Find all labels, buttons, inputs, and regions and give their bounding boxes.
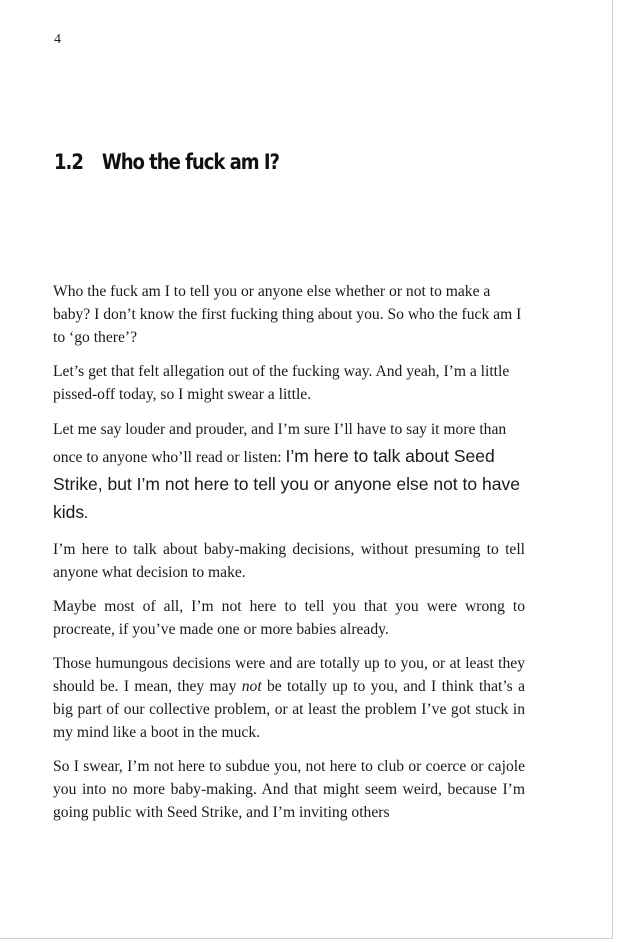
body-text xyxy=(53,280,525,835)
paragraph-6-before: Those humungous decisions were and are totally up to you, or at least they should be. I mean, they may xyxy=(53,655,525,695)
paragraph-3-lead: Let me say louder and prouder, and I’m sure I’ll have to say it more than once to anyone who’ll read or listen: xyxy=(53,421,507,466)
paragraph-2: Let’s get that felt allegation out of the fucking way. And yeah, I’m a little pissed-off today, so I might swear a little. xyxy=(53,363,510,403)
section-heading xyxy=(54,150,279,174)
paragraph-3-end: . xyxy=(84,505,89,522)
paragraph-6 xyxy=(53,652,525,744)
paragraph-3-emphasis: I’m here to talk about Seed Strike, but I’m not here to tell you or anyone else not to have kids xyxy=(53,446,520,522)
paragraph-6-italic: not xyxy=(241,678,262,695)
paragraph-3 xyxy=(53,417,525,527)
paragraph-1: Who the fuck am I to tell you or anyone else whether or not to make a baby? I don’t know the first fucking thing about you. So who the fuck am I to ‘go there’? xyxy=(53,283,522,346)
section-number: 1.2 xyxy=(54,150,83,174)
paragraph-7: So I swear, I’m not here to subdue you, not here to club or coerce or cajole you into no more baby-making. And that might seem weird, because I’m going public with Seed Strike, and I’m inviting others xyxy=(53,758,525,821)
paragraph-6-after: be totally up to you, and I think that’s a big part of our collective problem, or at least the problem I’ve got stuck in my mind like a boot in the muck. xyxy=(53,678,525,741)
page-number: 4 xyxy=(54,32,61,47)
paragraph-4: I’m here to talk about baby-making decisions, without presuming to tell anyone what decision to make. xyxy=(53,541,525,581)
paragraph-5: Maybe most of all, I’m not here to tell you that you were wrong to procreate, if you’ve made one or more babies already. xyxy=(53,598,525,638)
section-title: Who the fuck am I? xyxy=(101,150,279,174)
